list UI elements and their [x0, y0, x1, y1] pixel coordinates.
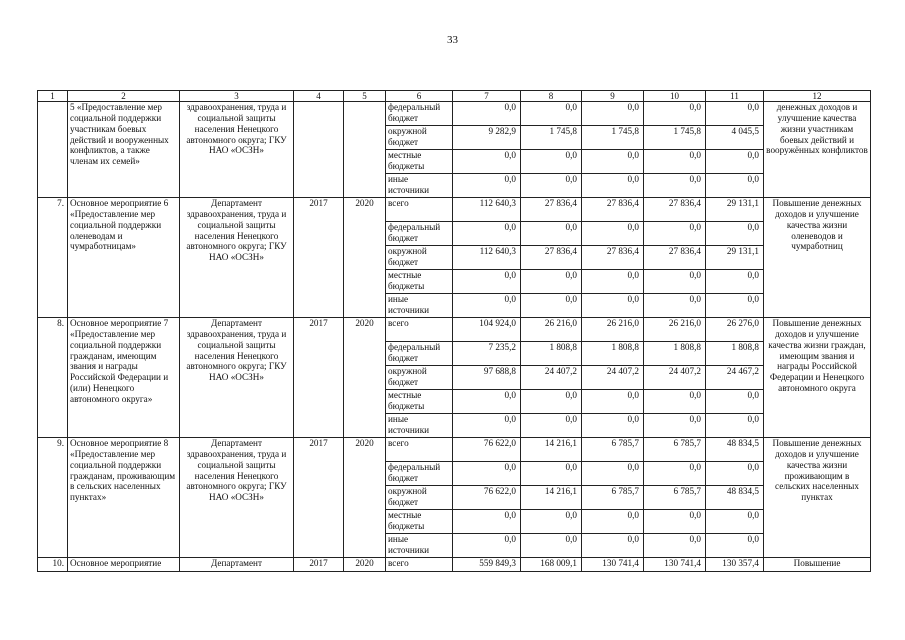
amount-cell: 0,0 — [453, 222, 521, 246]
amount-cell: 14 216,1 — [521, 438, 582, 462]
amount-cell: 104 924,0 — [453, 318, 521, 342]
amount-cell: 0,0 — [706, 222, 764, 246]
amount-cell: 0,0 — [582, 390, 644, 414]
amount-cell: 0,0 — [644, 270, 706, 294]
amount-cell: 0,0 — [521, 270, 582, 294]
funding-source: окружной бюджет — [386, 366, 453, 390]
amount-cell: 168 009,1 — [521, 558, 582, 572]
funding-source: иные источники — [386, 174, 453, 198]
amount-cell: 27 836,4 — [644, 198, 706, 222]
amount-cell: 26 216,0 — [644, 318, 706, 342]
header-cell: 3 — [180, 91, 294, 102]
table-row — [38, 438, 871, 462]
amount-cell: 14 216,1 — [521, 486, 582, 510]
activity-name: Основное мероприятие 8 «Предоставление мер социальной поддержки гражданам, проживающим в сельских населенных пунктах» — [68, 438, 180, 558]
amount-cell: 0,0 — [644, 390, 706, 414]
header-cell: 11 — [706, 91, 764, 102]
funding-source: федеральный бюджет — [386, 462, 453, 486]
amount-cell: 0,0 — [453, 174, 521, 198]
amount-cell: 0,0 — [644, 510, 706, 534]
amount-cell: 1 808,8 — [521, 342, 582, 366]
amount-cell: 0,0 — [644, 174, 706, 198]
amount-cell: 0,0 — [521, 174, 582, 198]
amount-cell: 0,0 — [582, 534, 644, 558]
funding-source: всего — [386, 318, 453, 342]
table-row — [38, 102, 871, 126]
funding-source: федеральный бюджет — [386, 102, 453, 126]
funding-source: иные источники — [386, 294, 453, 318]
expected-result: Повышение денежных доходов и улучшение качества жизни проживающим в сельских населенных пунктах — [764, 438, 871, 558]
activity-name: 5 «Предоставление мер социальной поддержки участникам боевых действий и вооруженных конфликтов, а также членам их семей» — [68, 102, 180, 198]
table-row — [38, 198, 871, 222]
amount-cell: 0,0 — [453, 270, 521, 294]
funding-source: федеральный бюджет — [386, 222, 453, 246]
amount-cell: 6 785,7 — [644, 486, 706, 510]
amount-cell: 0,0 — [453, 414, 521, 438]
funding-source: всего — [386, 438, 453, 462]
amount-cell: 0,0 — [644, 150, 706, 174]
amount-cell: 27 836,4 — [521, 198, 582, 222]
amount-cell: 0,0 — [521, 462, 582, 486]
amount-cell: 0,0 — [706, 270, 764, 294]
expected-result: денежных доходов и улучшение качества жизни участникам боевых действий и вооружённых конфликтов — [764, 102, 871, 198]
amount-cell: 0,0 — [453, 534, 521, 558]
amount-cell: 27 836,4 — [582, 246, 644, 270]
amount-cell: 24 407,2 — [644, 366, 706, 390]
amount-cell: 0,0 — [644, 294, 706, 318]
end-year — [344, 102, 386, 198]
amount-cell: 0,0 — [453, 294, 521, 318]
amount-cell: 0,0 — [521, 534, 582, 558]
row-number: 9. — [38, 438, 68, 558]
funding-source: местные бюджеты — [386, 150, 453, 174]
amount-cell: 0,0 — [644, 462, 706, 486]
amount-cell: 29 131,1 — [706, 246, 764, 270]
amount-cell: 130 741,4 — [582, 558, 644, 572]
amount-cell: 0,0 — [582, 294, 644, 318]
amount-cell: 0,0 — [582, 150, 644, 174]
amount-cell: 112 640,3 — [453, 198, 521, 222]
amount-cell: 6 785,7 — [582, 438, 644, 462]
amount-cell: 0,0 — [706, 510, 764, 534]
row-number: 8. — [38, 318, 68, 438]
activity-name: Основное мероприятие 7 «Предоставление мер социальной поддержки гражданам, имеющим звания и награды Российской Федерации и (или) Ненецкого автономного округа» — [68, 318, 180, 438]
funding-source: всего — [386, 198, 453, 222]
activity-name: Основное мероприятие 6 «Предоставление мер социальной поддержки оленеводам и чумработницам» — [68, 198, 180, 318]
amount-cell: 1 808,8 — [644, 342, 706, 366]
amount-cell: 0,0 — [453, 102, 521, 126]
program-table — [37, 90, 871, 572]
executor: Департамент здравоохранения, труда и социальной защиты населения Ненецкого автономного округа; ГКУ НАО «ОСЗН» — [180, 318, 294, 438]
funding-source: местные бюджеты — [386, 270, 453, 294]
amount-cell: 130 741,4 — [644, 558, 706, 572]
amount-cell: 76 622,0 — [453, 438, 521, 462]
header-cell: 1 — [38, 91, 68, 102]
start-year: 2017 — [294, 438, 344, 558]
amount-cell: 559 849,3 — [453, 558, 521, 572]
expected-result: Повышение — [764, 558, 871, 572]
executor: Департамент здравоохранения, труда и социальной защиты населения Ненецкого автономного округа; ГКУ НАО «ОСЗН» — [180, 438, 294, 558]
amount-cell: 0,0 — [706, 102, 764, 126]
amount-cell: 0,0 — [706, 294, 764, 318]
row-number: 10. — [38, 558, 68, 572]
amount-cell: 26 216,0 — [521, 318, 582, 342]
table-row — [38, 558, 871, 572]
header-cell: 4 — [294, 91, 344, 102]
header-cell: 8 — [521, 91, 582, 102]
amount-cell: 0,0 — [706, 174, 764, 198]
amount-cell: 112 640,3 — [453, 246, 521, 270]
amount-cell: 130 357,4 — [706, 558, 764, 572]
funding-source: всего — [386, 558, 453, 572]
start-year: 2017 — [294, 198, 344, 318]
amount-cell: 1 745,8 — [644, 126, 706, 150]
amount-cell: 27 836,4 — [644, 246, 706, 270]
amount-cell: 0,0 — [644, 222, 706, 246]
amount-cell: 0,0 — [706, 462, 764, 486]
header-cell: 9 — [582, 91, 644, 102]
amount-cell: 9 282,9 — [453, 126, 521, 150]
expected-result: Повышение денежных доходов и улучшение качества жизни оленеводов и чумработниц — [764, 198, 871, 318]
amount-cell: 24 407,2 — [582, 366, 644, 390]
header-cell: 10 — [644, 91, 706, 102]
start-year — [294, 102, 344, 198]
funding-source: окружной бюджет — [386, 246, 453, 270]
amount-cell: 24 467,2 — [706, 366, 764, 390]
amount-cell: 0,0 — [644, 414, 706, 438]
amount-cell: 6 785,7 — [644, 438, 706, 462]
amount-cell: 0,0 — [453, 510, 521, 534]
funding-source: местные бюджеты — [386, 510, 453, 534]
amount-cell: 97 688,8 — [453, 366, 521, 390]
table-row — [38, 318, 871, 342]
amount-cell: 0,0 — [582, 102, 644, 126]
amount-cell: 0,0 — [521, 102, 582, 126]
amount-cell: 7 235,2 — [453, 342, 521, 366]
amount-cell: 0,0 — [582, 510, 644, 534]
header-cell: 2 — [68, 91, 180, 102]
amount-cell: 0,0 — [644, 534, 706, 558]
amount-cell: 4 045,5 — [706, 126, 764, 150]
end-year: 2020 — [344, 558, 386, 572]
funding-source: окружной бюджет — [386, 126, 453, 150]
amount-cell: 0,0 — [706, 150, 764, 174]
funding-source: окружной бюджет — [386, 486, 453, 510]
amount-cell: 48 834,5 — [706, 486, 764, 510]
amount-cell: 26 276,0 — [706, 318, 764, 342]
header-cell: 12 — [764, 91, 871, 102]
funding-source: иные источники — [386, 534, 453, 558]
amount-cell: 1 745,8 — [582, 126, 644, 150]
amount-cell: 26 216,0 — [582, 318, 644, 342]
amount-cell: 1 745,8 — [521, 126, 582, 150]
amount-cell: 0,0 — [453, 150, 521, 174]
amount-cell: 29 131,1 — [706, 198, 764, 222]
funding-source: федеральный бюджет — [386, 342, 453, 366]
amount-cell: 0,0 — [521, 294, 582, 318]
amount-cell: 0,0 — [453, 390, 521, 414]
executor: Департамент здравоохранения, труда и социальной защиты населения Ненецкого автономного округа; ГКУ НАО «ОСЗН» — [180, 198, 294, 318]
amount-cell: 1 808,8 — [706, 342, 764, 366]
amount-cell: 27 836,4 — [582, 198, 644, 222]
row-number — [38, 102, 68, 198]
amount-cell: 0,0 — [521, 510, 582, 534]
funding-source: иные источники — [386, 414, 453, 438]
amount-cell: 0,0 — [521, 390, 582, 414]
header-cell: 5 — [344, 91, 386, 102]
amount-cell: 24 407,2 — [521, 366, 582, 390]
executor: здравоохранения, труда и социальной защиты населения Ненецкого автономного округа; ГКУ НАО «ОСЗН» — [180, 102, 294, 198]
amount-cell: 0,0 — [582, 222, 644, 246]
amount-cell: 0,0 — [521, 414, 582, 438]
amount-cell: 0,0 — [644, 102, 706, 126]
end-year: 2020 — [344, 438, 386, 558]
amount-cell: 0,0 — [521, 222, 582, 246]
header-cell: 6 — [386, 91, 453, 102]
amount-cell: 76 622,0 — [453, 486, 521, 510]
amount-cell: 0,0 — [453, 462, 521, 486]
activity-name: Основное мероприятие — [68, 558, 180, 572]
amount-cell: 0,0 — [706, 390, 764, 414]
amount-cell: 48 834,5 — [706, 438, 764, 462]
header-cell: 7 — [453, 91, 521, 102]
header-row — [38, 91, 871, 102]
amount-cell: 0,0 — [582, 414, 644, 438]
amount-cell: 6 785,7 — [582, 486, 644, 510]
amount-cell: 0,0 — [706, 414, 764, 438]
expected-result: Повышение денежных доходов и улучшение качества жизни граждан, имеющим звания и награды Российской Федерации и Ненецкого автономного округа — [764, 318, 871, 438]
row-number: 7. — [38, 198, 68, 318]
executor: Департамент — [180, 558, 294, 572]
amount-cell: 0,0 — [582, 462, 644, 486]
end-year: 2020 — [344, 318, 386, 438]
amount-cell: 0,0 — [582, 270, 644, 294]
amount-cell: 0,0 — [521, 150, 582, 174]
amount-cell: 27 836,4 — [521, 246, 582, 270]
amount-cell: 0,0 — [582, 174, 644, 198]
funding-source: местные бюджеты — [386, 390, 453, 414]
start-year: 2017 — [294, 558, 344, 572]
amount-cell: 0,0 — [706, 534, 764, 558]
amount-cell: 1 808,8 — [582, 342, 644, 366]
end-year: 2020 — [344, 198, 386, 318]
start-year: 2017 — [294, 318, 344, 438]
page-number: 33 — [447, 34, 458, 46]
